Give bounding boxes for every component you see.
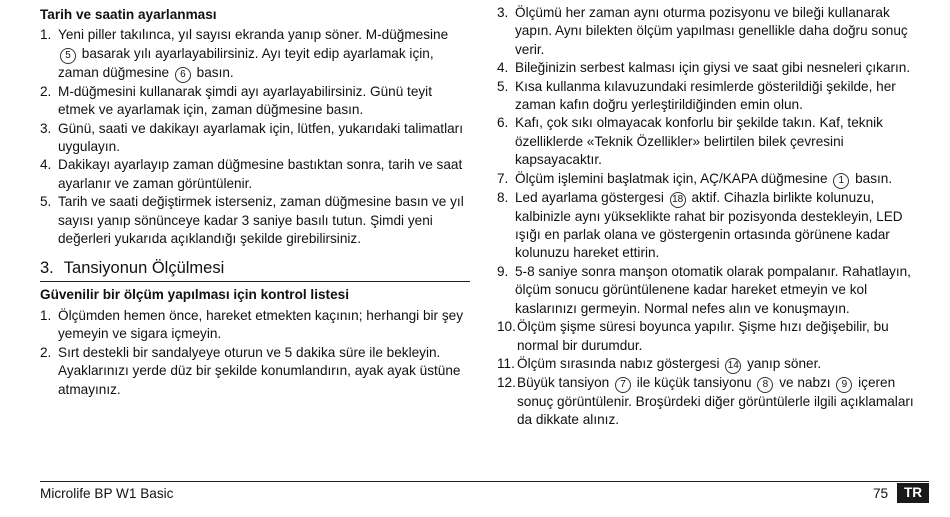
item-number: 5. [40,194,52,210]
list-item: 7. Ölçüm işlemini başlatmak için, AÇ/KAPA düğmesine 1 basın. [497,170,929,189]
list-item: 3. Günü, saati ve dakikayı ayarlamak için, lütfen, yukarıdaki talimatları uygulayın. [40,120,463,155]
list-item: 12. Büyük tansiyon 7 ile küçük tansiyonu 8 ve nabzı 9 içeren sonuç görüntülenir. Broşürdeki diğer görüntülerle ilgili açıklamaları da dikkate alınız. [497,374,914,428]
date-time-list [40,26,470,248]
item-number: 4. [40,157,52,173]
list-item: 5. Kısa kullanma kılavuzundaki resimlerde gösterildiği şekilde, her zaman kafın doğru yerleştirildiğinden emin olun. [497,78,896,113]
list-item: 2. Sırt destekli bir sandalyeye oturun ve 5 dakika süre ile bekleyin. Ayaklarınızı yerde düz bir şekilde konumlandırın, ayak ayak üstüne atmayınız. [40,344,461,397]
systolic-7-ref-icon: 7 [615,377,631,393]
item-number: 3. [497,5,509,20]
language-badge: TR [897,483,929,503]
left-column [40,4,470,399]
section-number: 3. [40,259,54,278]
item-number: 6. [497,115,509,131]
date-time-heading: Tarih ve saatin ayarlanması [40,7,217,22]
item-number: 12. [497,374,516,390]
item-number: 5. [497,78,509,94]
pulse-9-ref-icon: 9 [836,377,852,393]
item-number: 4. [497,60,509,76]
checklist-heading: Güvenilir bir ölçüm yapılması için kontrol listesi [40,287,349,303]
measurement-steps-list [497,4,929,430]
list-item: 9. 5-8 saniye sonra manşon otomatik olarak pompalanır. Rahatlayın, ölçüm sonucu görüntülenene kadar hareket etmeyin ve kol kaslarınızı germeyin. Normal nefes alın ve konuşmayın. [497,263,911,316]
item-number: 8. [497,189,509,205]
button-1-ref-icon: 1 [833,173,849,189]
button-5-ref-icon: 5 [60,48,76,64]
list-item: 2. M-düğmesini kullanarak şimdi ayı ayarlayabilirsiniz. Günü teyit etmek ve ayarlamak için, zaman düğmesine basın. [40,83,432,118]
list-item: 8. Led ayarlama göstergesi 18 aktif. Cihazla birlikte kolunuzu, kalbinizle aynı yükseklikte rahat bir pozisyonda destekleyin, LED ışığı en parlak olana ve göstergenin ortasında görünene kadar kolunuzu hareket ettirin. [497,189,903,261]
footer-product-name: Microlife BP W1 Basic [40,486,174,501]
item-number: 1. [40,307,52,323]
pulse-indicator-14-ref-icon: 14 [725,358,741,374]
list-item: 11. Ölçüm sırasında nabız göstergesi 14 yanıp söner. [497,355,929,374]
item-number: 10. [497,319,516,335]
item-number: 2. [40,83,52,99]
item-number: 7. [497,170,509,186]
section-title-text: Tansiyonun Ölçülmesi [63,259,225,278]
list-item: 1. Ölçümden hemen önce, hareket etmekten kaçının; herhangi bir şey yemeyin ve sigara içmeyin. [40,307,464,342]
list-item: 6. Kafı, çok sıkı olmayacak konforlu bir şekilde takın. Kaf, teknik özelliklerde «Teknik Özellikler» belirtilen bilek çevresini kapsayacaktır. [497,115,883,168]
diastolic-8-ref-icon: 8 [757,377,773,393]
footer-divider [40,481,929,482]
list-item: 3. Ölçümü her zaman aynı oturma pozisyonu ve bileği kullanarak yapın. Aynı bilekten ölçüm yapılması genellikle daha doğru sonuç verir. [497,5,908,57]
list-item: 4. Dakikayı ayarlayıp zaman düğmesine bastıktan sonra, tarih ve saat ayarlanır ve zaman görüntülenir. [40,157,463,191]
list-item: 1. Yeni piller takılınca, yıl sayısı ekranda yanıp söner. M-düğmesine 5 basarak yılı ayarlayabilirsiniz. Ayı teyit edip ayarlamak için, zaman düğmesine 6 basın. [40,26,470,82]
checklist-list [40,307,470,399]
led-indicator-18-ref-icon: 18 [670,192,686,208]
list-item: 5. Tarih ve saati değiştirmek isterseniz, zaman düğmesine basın ve yıl sayısı yanıp sönünceye kadar 3 saniye basılı tutun. Şimdi yeni değerleri yukarıda açıklandığı şekilde girebilirsiniz. [40,194,464,247]
item-number: 9. [497,263,509,279]
list-item: 10. Ölçüm şişme süresi boyunca yapılır. Şişme hızı değişebilir, bu normal bir durumdur. [497,319,889,353]
page-number: 75 [873,486,889,501]
list-item: 4. Bileğinizin serbest kalması için giysi ve saat gibi nesneleri çıkarın. [497,59,929,77]
right-column [497,4,929,430]
button-6-ref-icon: 6 [175,67,191,83]
item-number: 2. [40,344,52,360]
item-number: 11. [497,355,515,371]
section-title [40,258,470,282]
item-number: 1. [40,27,52,43]
item-number: 3. [40,120,52,136]
